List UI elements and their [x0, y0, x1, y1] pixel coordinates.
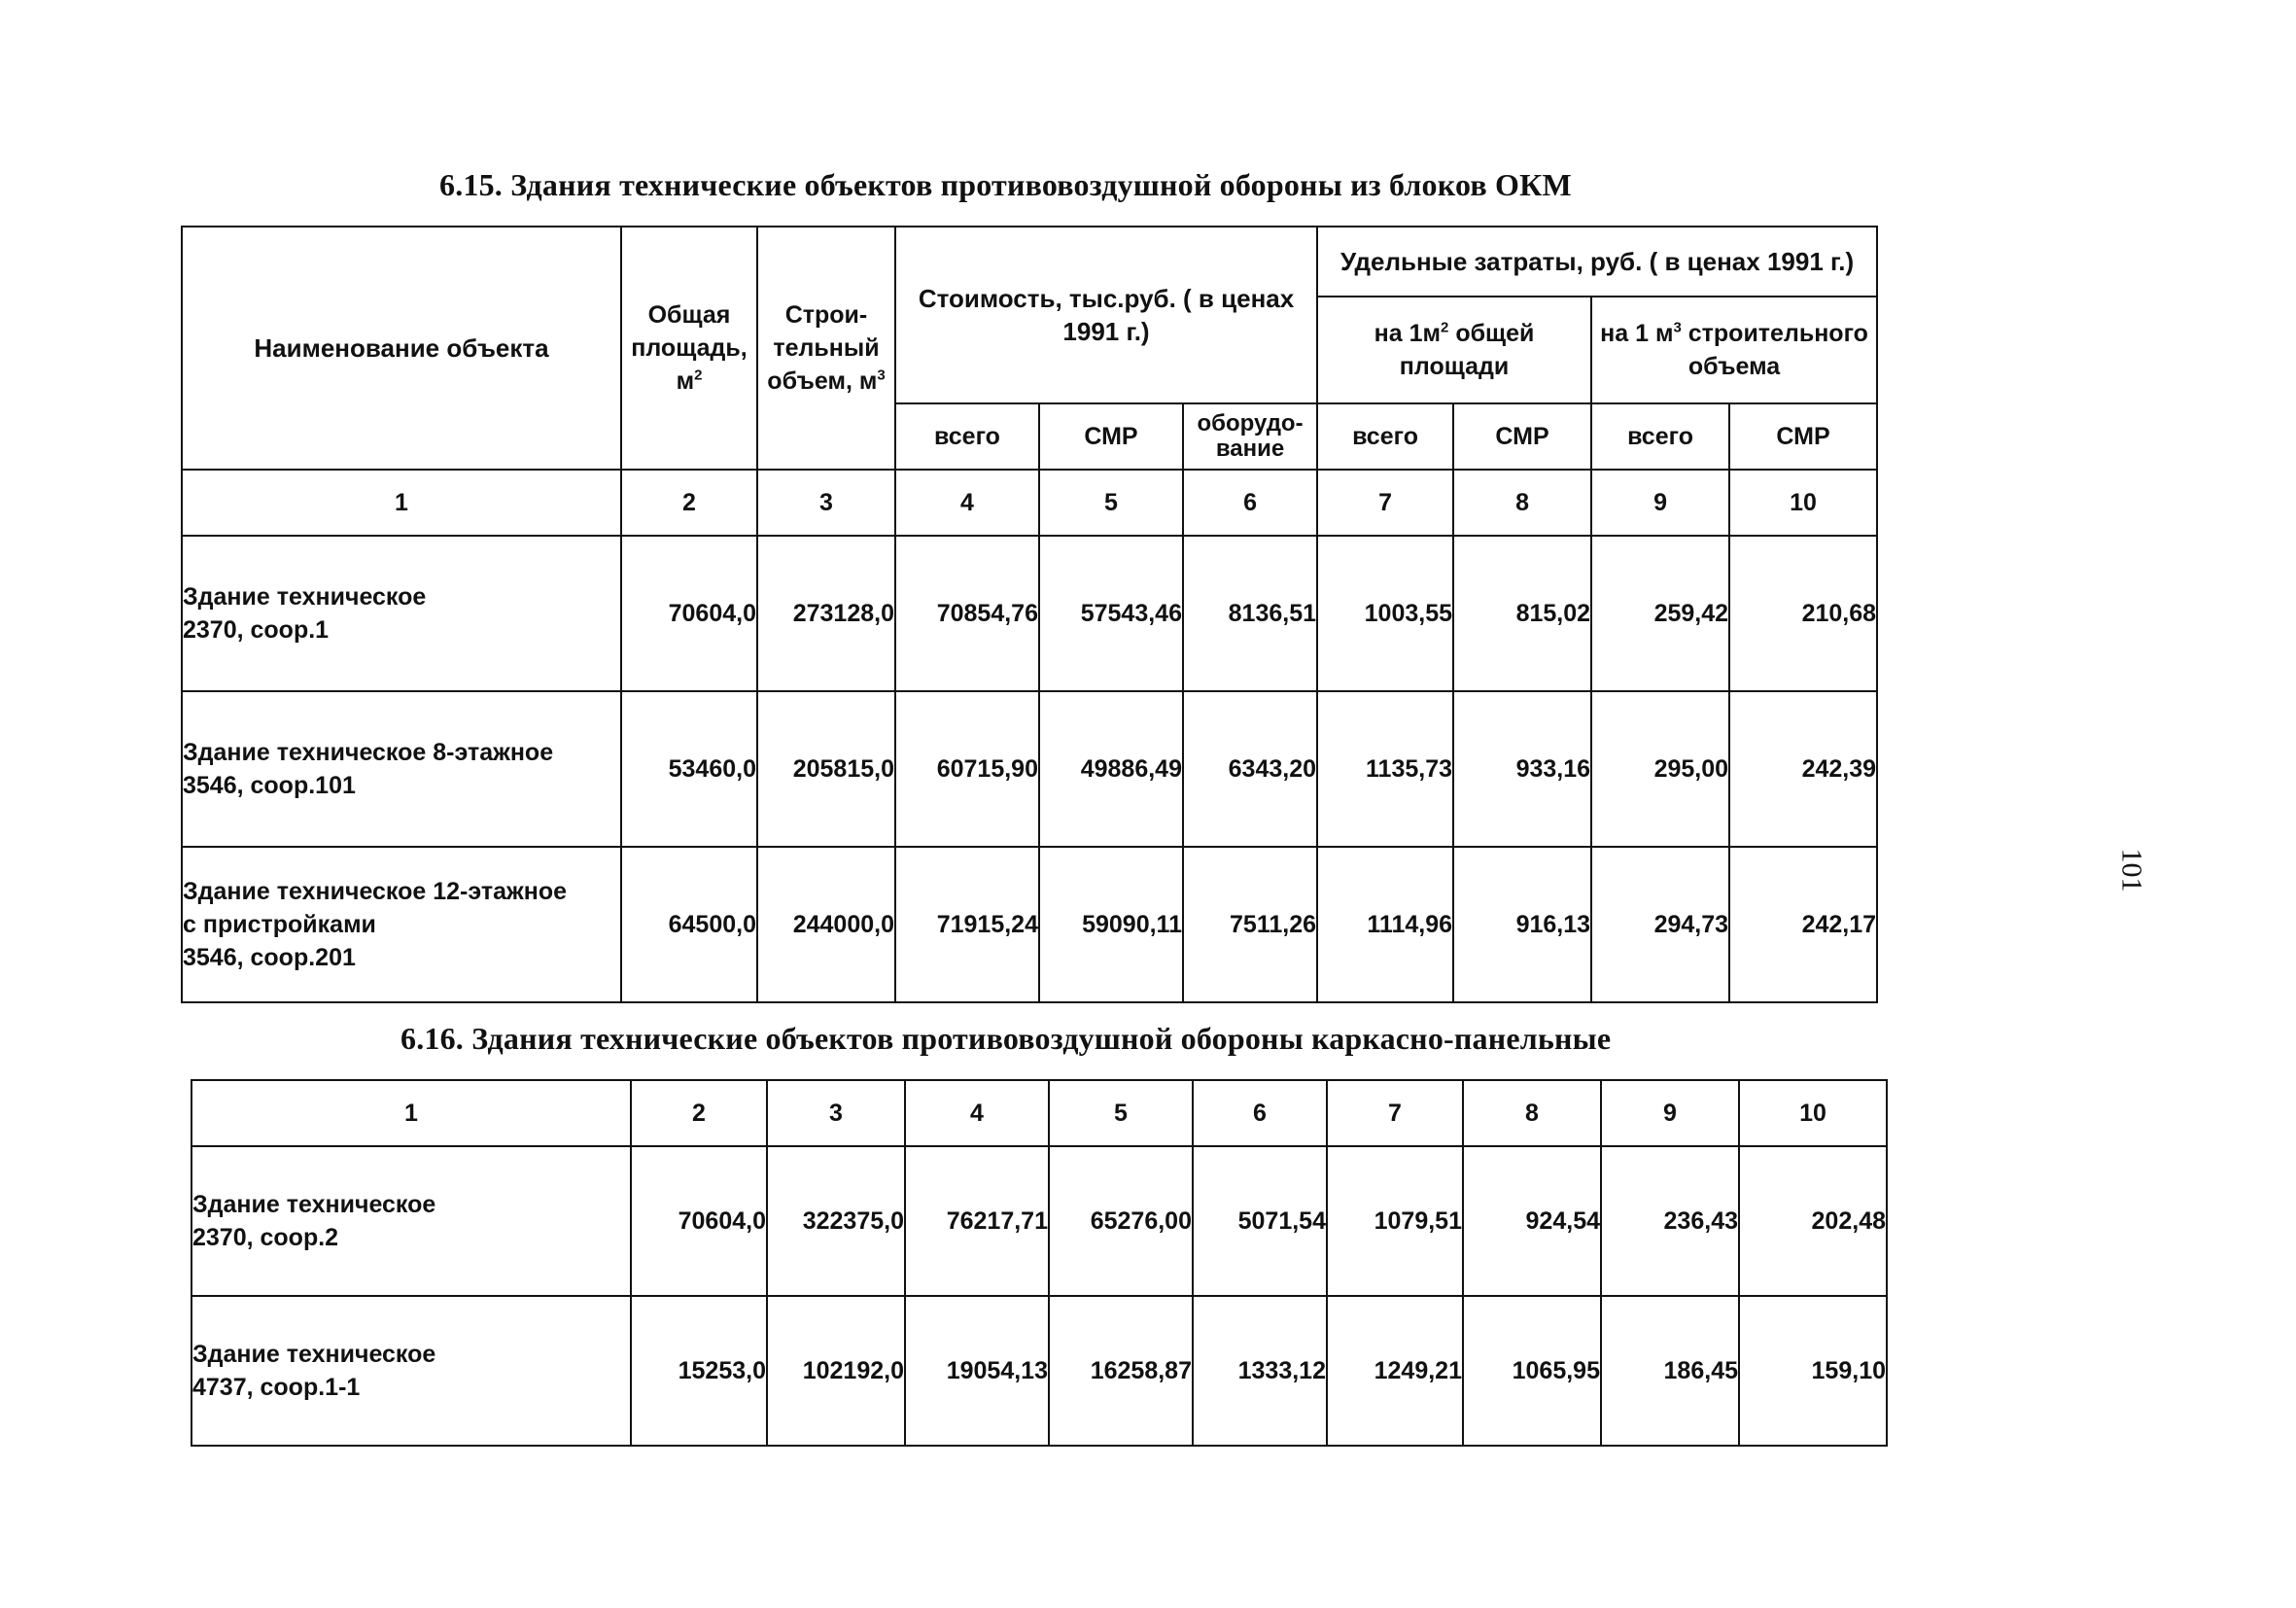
cost-equipment-cell: 7511,26 [1183, 847, 1317, 1002]
header-m3-total: всего [1591, 403, 1729, 470]
index-cell: 4 [895, 470, 1039, 536]
table-row [191, 1296, 1887, 1446]
index-cell: 6 [1183, 470, 1317, 536]
area-cell: 15253,0 [631, 1296, 767, 1446]
cost-smr-cell: 59090,11 [1039, 847, 1183, 1002]
volume-cell: 205815,0 [757, 691, 895, 847]
table-row [191, 1146, 1887, 1296]
volume-cell: 244000,0 [757, 847, 895, 1002]
table-row [182, 847, 1877, 1002]
m3-smr-cell: 210,68 [1729, 536, 1877, 691]
header-name: Наименование объекта [182, 227, 621, 470]
m2-total-cell: 1135,73 [1317, 691, 1453, 847]
index-row [191, 1080, 1887, 1146]
header-area: Общая площадь, $м^2$ [621, 227, 757, 470]
header-m2-total: всего [1317, 403, 1453, 470]
cost-smr-cell: 65276,00 [1049, 1146, 1193, 1296]
index-cell: 9 [1591, 470, 1729, 536]
cost-smr-cell: 57543,46 [1039, 536, 1183, 691]
index-cell: 2 [631, 1080, 767, 1146]
index-cell: 10 [1739, 1080, 1887, 1146]
m2-total-cell: 1003,55 [1317, 536, 1453, 691]
header-per-m2: на $1м^2$ общей площади [1317, 297, 1591, 403]
cost-equipment-cell: 8136,51 [1183, 536, 1317, 691]
cost-equipment-cell: 6343,20 [1183, 691, 1317, 847]
volume-cell: 273128,0 [757, 536, 895, 691]
index-cell: 2 [621, 470, 757, 536]
table-6-15-caption: 6.15. Здания технические объектов противовоздушной обороны из блоков ОКМ [439, 167, 1572, 202]
index-cell: 3 [757, 470, 895, 536]
m2-smr-cell: 916,13 [1453, 847, 1591, 1002]
object-name: Здание техническое 2370, соор.1 [182, 536, 621, 691]
header-m2-smr: СМР [1453, 403, 1591, 470]
index-cell: 1 [182, 470, 621, 536]
index-row [182, 470, 1877, 536]
m3-total-cell: 236,43 [1601, 1146, 1739, 1296]
cost-equipment-cell: 1333,12 [1193, 1296, 1327, 1446]
m3-smr-cell: 242,17 [1729, 847, 1877, 1002]
m2-total-cell: 1079,51 [1327, 1146, 1463, 1296]
area-cell: 64500,0 [621, 847, 757, 1002]
index-cell: 4 [905, 1080, 1049, 1146]
m2-total-cell: 1249,21 [1327, 1296, 1463, 1446]
m2-smr-cell: 933,16 [1453, 691, 1591, 847]
header-cost-equipment: оборудо-вание [1183, 403, 1317, 470]
index-cell: 8 [1453, 470, 1591, 536]
m3-total-cell: 259,42 [1591, 536, 1729, 691]
cost-smr-cell: 49886,49 [1039, 691, 1183, 847]
volume-cell: 102192,0 [767, 1296, 905, 1446]
m2-smr-cell: 1065,95 [1463, 1296, 1601, 1446]
object-name: Здание техническое 12-этажное с пристройками 3546, соор.201 [182, 847, 621, 1002]
index-cell: 5 [1039, 470, 1183, 536]
cost-total-cell: 70854,76 [895, 536, 1039, 691]
header-m3-smr: СМР [1729, 403, 1877, 470]
index-cell: 7 [1317, 470, 1453, 536]
table-6-16 [191, 1079, 1888, 1447]
header-per-m3: на 1 $м^3$ строительного объема [1591, 297, 1877, 403]
cost-total-cell: 71915,24 [895, 847, 1039, 1002]
cost-total-cell: 60715,90 [895, 691, 1039, 847]
object-name: Здание техническое 8-этажное 3546, соор.101 [182, 691, 621, 847]
area-cell: 70604,0 [631, 1146, 767, 1296]
table-row [182, 536, 1877, 691]
m3-smr-cell: 242,39 [1729, 691, 1877, 847]
index-cell: 6 [1193, 1080, 1327, 1146]
cost-total-cell: 19054,13 [905, 1296, 1049, 1446]
area-cell: 70604,0 [621, 536, 757, 691]
header-cost-total: всего [895, 403, 1039, 470]
m2-smr-cell: 815,02 [1453, 536, 1591, 691]
area-cell: 53460,0 [621, 691, 757, 847]
m2-total-cell: 1114,96 [1317, 847, 1453, 1002]
cost-smr-cell: 16258,87 [1049, 1296, 1193, 1446]
m3-smr-cell: 159,10 [1739, 1296, 1887, 1446]
index-cell: 7 [1327, 1080, 1463, 1146]
header-cost-smr: СМР [1039, 403, 1183, 470]
m3-total-cell: 295,00 [1591, 691, 1729, 847]
index-cell: 5 [1049, 1080, 1193, 1146]
header-unit-costs: Удельные затраты, руб. ( в ценах 1991 г.) [1317, 227, 1877, 297]
m3-smr-cell: 202,48 [1739, 1146, 1887, 1296]
cost-total-cell: 76217,71 [905, 1146, 1049, 1296]
header-volume: Строи-тельный объем, $м^3$ [757, 227, 895, 470]
index-cell: 10 [1729, 470, 1877, 536]
m2-smr-cell: 924,54 [1463, 1146, 1601, 1296]
table-6-15 [181, 226, 1878, 1003]
m3-total-cell: 294,73 [1591, 847, 1729, 1002]
object-name: Здание техническое 2370, соор.2 [191, 1146, 631, 1296]
table-row [182, 691, 1877, 847]
m3-total-cell: 186,45 [1601, 1296, 1739, 1446]
index-cell: 8 [1463, 1080, 1601, 1146]
index-cell: 3 [767, 1080, 905, 1146]
header-cost: Стоимость, тыс.руб. ( в ценах 1991 г.) [895, 227, 1317, 403]
volume-cell: 322375,0 [767, 1146, 905, 1296]
table-6-16-caption: 6.16. Здания технические объектов противовоздушной обороны каркасно-панельные [400, 1021, 1612, 1056]
cost-equipment-cell: 5071,54 [1193, 1146, 1327, 1296]
index-cell: 9 [1601, 1080, 1739, 1146]
object-name: Здание техническое 4737, соор.1-1 [191, 1296, 631, 1446]
page-number: 101 [2115, 848, 2148, 892]
index-cell: 1 [191, 1080, 631, 1146]
